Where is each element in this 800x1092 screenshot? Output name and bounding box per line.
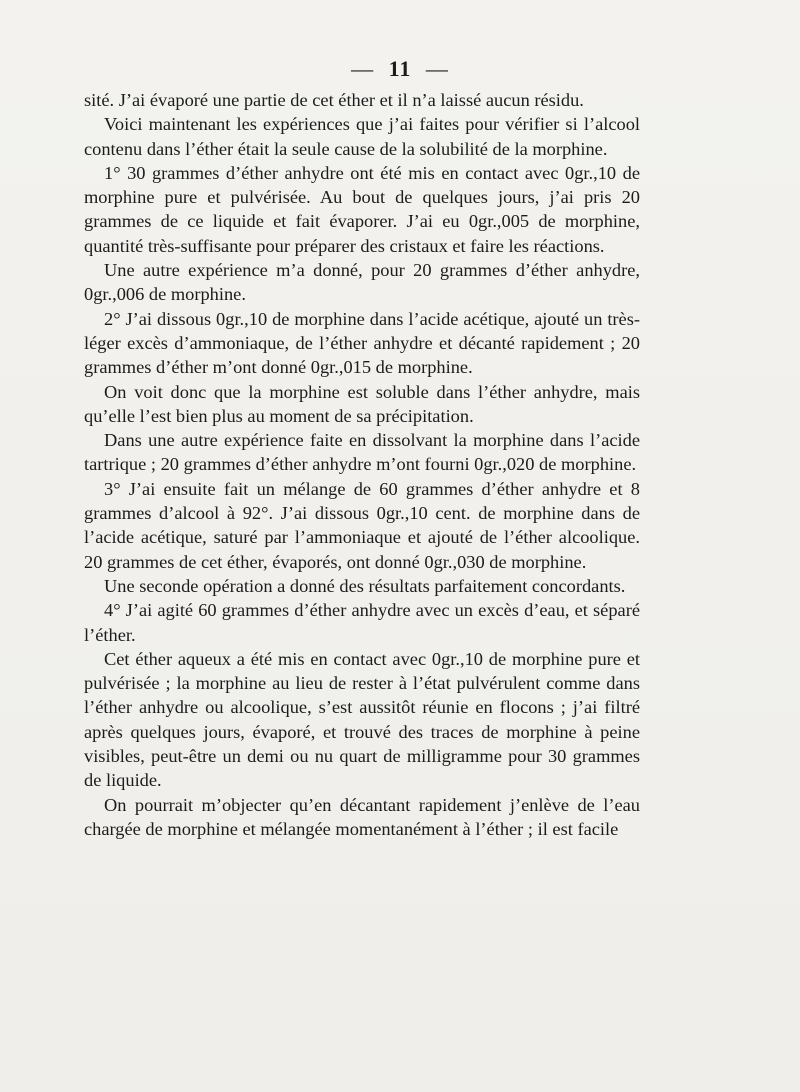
paragraph-3: 1° 30 grammes d’éther anhydre ont été mis en contact avec 0gr.,10 de morphine pure et pulvérisée. Au bout de quelques jours, j’ai pris 20 grammes de ce liquide et fait évaporer. J’ai eu 0gr.,005 de morphine, quantité très-suffisante pour préparer des cristaux et faire les réactions. [84,162,640,256]
page-header [0,56,800,82]
paragraph-9: Une seconde opération a donné des résultats parfaitement concordants. [104,575,626,596]
paragraph-1: sité. J’ai évaporé une partie de cet éther et il n’a laissé aucun résidu. [84,90,584,110]
paragraph-12: On pourrait m’objecter qu’en décantant rapidement j’enlève de l’eau chargée de morphine et mélangée momentanément à l’éther ; il est facile [84,794,640,839]
paragraph-10: 4° J’ai agité 60 grammes d’éther anhydre avec un excès d’eau, et séparé l’éther. [84,600,640,645]
page-number: 11 [388,56,412,81]
header-dash-right: — [425,56,449,81]
paragraph-11: Cet éther aqueux a été mis en contact avec 0gr.,10 de morphine pure et pulvérisée ; la morphine au lieu de rester à l’état pulvérulent comme dans l’éther anhydre ou alcoolique, s’est aussitôt réunie en flocons ; j’ai filtré après quelques jours, évaporé, et trouvé des traces de morphine à peine visibles, peut-être un demi ou nu quart de milligramme pour 30 grammes de liquide. [84,648,640,791]
paragraph-8: 3° J’ai ensuite fait un mélange de 60 grammes d’éther anhydre et 8 grammes d’alcool à 92°. J’ai dissous 0gr.,10 cent. de morphine dans de l’acide acétique, saturé par l’ammoniaque et ajouté de l’éther alcoolique. 20 grammes de cet éther, évaporés, ont donné 0gr.,030 de morphine. [84,478,640,572]
paragraph-4: Une autre expérience m’a donné, pour 20 grammes d’éther anhydre, 0gr.,006 de morphine. [84,260,640,305]
header-dash-left: — [351,56,375,81]
paragraph-6: On voit donc que la morphine est soluble dans l’éther anhydre, mais qu’elle l’est bien plus au moment de sa précipitation. [84,381,640,426]
body-text [84,88,640,841]
paragraph-7: Dans une autre expérience faite en dissolvant la morphine dans l’acide tartrique ; 20 grammes d’éther anhydre m’ont fourni 0gr.,020 de morphine. [84,430,640,475]
paragraph-2: Voici maintenant les expériences que j’ai faites pour vérifier si l’alcool contenu dans l’éther était la seule cause de la solubilité de la morphine. [84,114,640,159]
paragraph-5: 2° J’ai dissous 0gr.,10 de morphine dans l’acide acétique, ajouté un très-léger excès d’ammoniaque, de l’éther anhydre et décanté rapidement ; 20 grammes d’éther m’ont donné 0gr.,015 de morphine. [84,308,640,378]
